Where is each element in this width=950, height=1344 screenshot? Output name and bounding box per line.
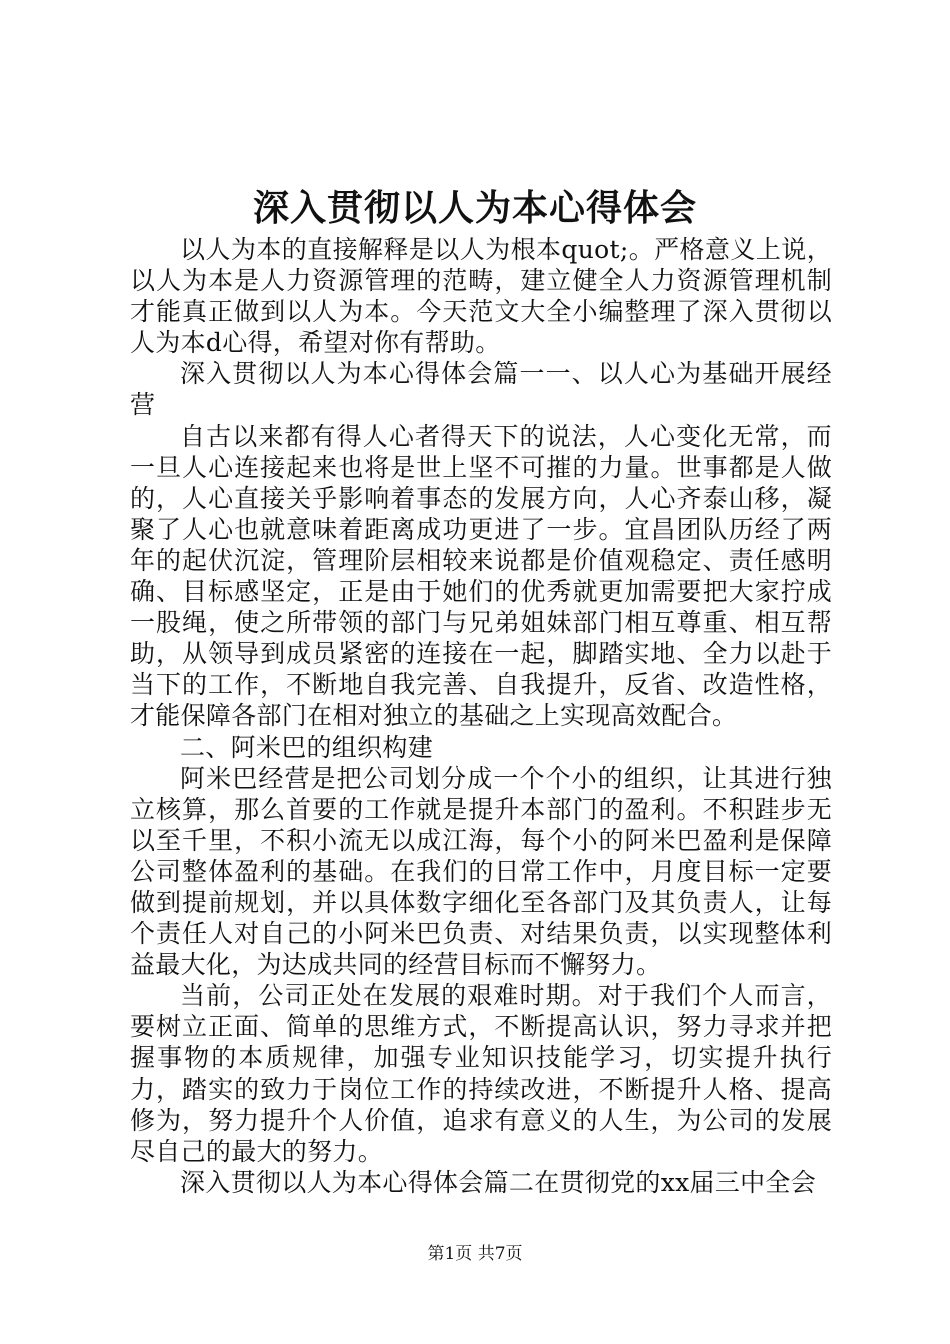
section-heading: 二、阿米巴的组织构建 <box>180 732 434 762</box>
document-title: 深入贯彻以人为本心得体会 <box>252 187 697 229</box>
paragraph: 自古以来都有得人心者得天下的说法，人心变化无常，而一旦人心连接起来也将是世上坚不可摧的力量。世事都是人做的，人心直接关乎影响着事态的发展方向，人心齐泰山移，凝聚了人心也就意味着距离成功更进了一步。宜昌团队历经了两年的起伏沉淀，管理阶层相较来说都是价值观稳定、责任感明确、目标感坚定，正是由于她们的优秀就更加需要把大家拧成一股绳，使之所带领的部门与兄弟姐妹部门相互尊重、相互帮助，从领导到成员紧密的连接在一起，脚踏实地、全力以赴于当下的工作，不断地自我完善、自我提升，反省、改造性格，才能保障各部门在相对独立的基础之上实现高效配合。 <box>130 421 832 731</box>
page-footer: 第1页 共7页 <box>427 1244 523 1264</box>
paragraph: 阿米巴经营是把公司划分成一个个小的组织，让其进行独立核算，那么首要的工作就是提升本部门的盈利。不积跬步无以至千里，不积小流无以成江海，每个小的阿米巴盈利是保障公司整体盈利的基础。在我们的日常工作中，月度目标一定要做到提前规划，并以具体数字细化至各部门及其负责人，让每个责任人对自己的小阿米巴负责、对结果负责，以实现整体利益最大化，为达成共同的经营目标而不懈努力。 <box>130 763 832 980</box>
paragraph: 当前，公司正处在发展的艰难时期。对于我们个人而言，要树立正面、简单的思维方式，不断提高认识，努力寻求并把握事物的本质规律，加强专业知识技能学习，切实提升执行力，踏实的致力于岗位工作的持续改进，不断提升人格、提高修为，努力提升个人价值，追求有意义的人生，为公司的发展尽自己的最大的努力。 <box>130 981 832 1166</box>
paragraph: 深入贯彻以人为本心得体会篇二在贯彻党的xx届三中全会 <box>180 1167 817 1197</box>
document-body <box>130 234 832 1198</box>
paragraph: 以人为本的直接解释是以人为根本quot;。严格意义上说，以人为本是人力资源管理的范畴，建立健全人力资源管理机制才能真正做到以人为本。今天范文大全小编整理了深入贯彻以人为本d心得，希望对你有帮助。 <box>130 235 832 358</box>
paragraph: 深入贯彻以人为本心得体会篇一一、以人心为基础开展经营 <box>130 359 832 420</box>
